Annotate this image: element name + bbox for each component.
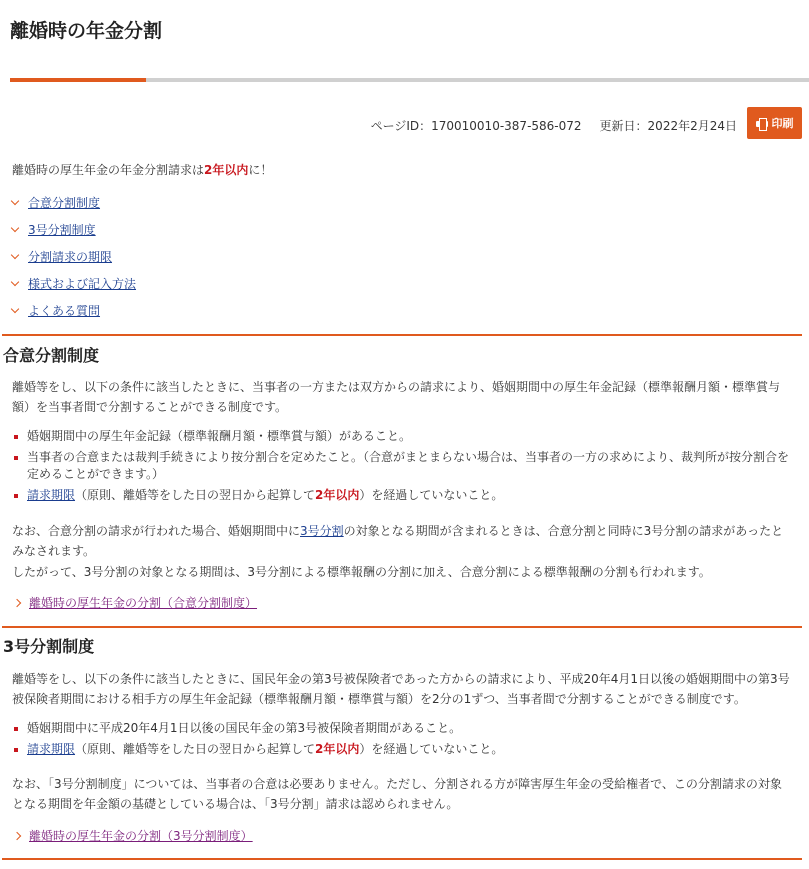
title-divider xyxy=(10,78,809,82)
section-divider xyxy=(2,858,802,860)
chevron-down-icon xyxy=(11,277,19,285)
list-item xyxy=(12,487,792,504)
chevron-right-icon xyxy=(13,598,21,606)
printer-icon xyxy=(756,118,768,129)
bullet-text: （原則、離婚等をした日の翌日から起算して xyxy=(75,742,316,756)
3gou-link[interactable]: 3号分割 xyxy=(300,524,344,538)
list-item: 当事者の合意または裁判手続きにより按分割合を定めたこと。（合意がまとまらない場合は、当事者の一方の求めにより、裁判所が按分割合を定めることができます。） xyxy=(12,449,792,483)
deadline-highlight: 2年以内 xyxy=(315,488,360,502)
toc-link-deadline[interactable]: 分割請求の期限 xyxy=(28,250,113,264)
chevron-down-icon xyxy=(11,196,19,204)
print-button[interactable] xyxy=(747,107,802,139)
title-divider-accent xyxy=(10,78,146,82)
bullet-text: ）を経過していないこと。 xyxy=(359,488,504,502)
page-id: ページID：170010010-387-586-072 xyxy=(370,119,582,133)
intro-highlight: 2年以内 xyxy=(204,163,249,177)
toc-item xyxy=(12,189,136,216)
section1-lead: 離婚等をし、以下の条件に該当したときに、当事者の一方または双方からの請求により、婚姻期間中の厚生年金記録（標準報酬月額・標準賞与額）を当事者間で分割することができる制度です。 xyxy=(12,380,781,414)
intro-before: 離婚時の厚生年金の年金分割請求は xyxy=(12,163,205,177)
bullet-text: （原則、離婚等をした日の翌日から起算して xyxy=(75,488,316,502)
chevron-down-icon xyxy=(11,304,19,312)
section2-conditions xyxy=(12,720,792,762)
list-item: 婚姻期間中の厚生年金記録（標準報酬月額・標準賞与額）があること。 xyxy=(12,428,792,445)
section1-conditions xyxy=(12,428,792,508)
chevron-down-icon xyxy=(11,223,19,231)
toc-item xyxy=(12,216,136,243)
table-of-contents xyxy=(12,189,136,324)
related-link-gouibunkatsu[interactable]: 離婚時の厚生年金の分割（合意分割制度） xyxy=(29,596,258,610)
section-divider xyxy=(2,626,802,628)
section1-note xyxy=(12,521,792,561)
section-heading-3gou: 3号分割制度 xyxy=(3,637,95,656)
intro-text xyxy=(12,161,272,178)
section-heading-gouibunkatsu: 合意分割制度 xyxy=(3,346,100,365)
toc-item xyxy=(12,270,136,297)
related-link-row xyxy=(14,594,257,611)
section2-lead: 離婚等をし、以下の条件に該当したときに、国民年金の第3号被保険者であった方からの請求により、平成20年4月1日以後の婚姻期間中の第3号被保険者期間における相手方の厚生年金記録（標準報酬月額・標準賞与額）を2分の1ずつ、当事者間で分割することができる制度です。 xyxy=(12,672,790,706)
list-item: 婚姻期間中に平成20年4月1日以後の国民年金の第3号被保険者期間があること。 xyxy=(12,720,792,737)
print-button-label: 印刷 xyxy=(771,117,794,130)
section-divider xyxy=(2,334,802,336)
deadline-highlight: 2年以内 xyxy=(315,742,360,756)
section2-note: なお、「3号分割制度」については、当事者の合意は必要ありません。ただし、分割される方が障害厚生年金の受給権者で、この分割請求の対象となる期間を年金額の基礎としている場合は、「3号分割」請求は認められません。 xyxy=(12,777,782,811)
toc-item xyxy=(12,243,136,270)
related-link-3gou[interactable]: 離婚時の厚生年金の分割（3号分割制度） xyxy=(29,829,253,843)
bullet-text: ）を経過していないこと。 xyxy=(359,742,504,756)
section1-note2: したがって、3号分割の対象となる期間は、3号分割による標準報酬の分割に加え、合意分割による標準報酬の分割も行われます。 xyxy=(12,565,711,579)
page-meta xyxy=(371,117,737,134)
chevron-right-icon xyxy=(13,831,21,839)
note-text: の対象となる期間が含まれるときは、合意分割と同時に3号分割の請求があったとみなされます。 xyxy=(12,524,784,558)
toc-link-forms[interactable]: 様式および記入方法 xyxy=(28,277,137,291)
updated-date: 更新日：2022年2月24日 xyxy=(599,119,737,133)
toc-link-3gou[interactable]: 3号分割制度 xyxy=(28,223,96,237)
page-title: 離婚時の年金分割 xyxy=(10,20,163,42)
intro-after: に！ xyxy=(248,163,273,177)
deadline-link[interactable]: 請求期限 xyxy=(27,742,76,756)
chevron-down-icon xyxy=(11,250,19,258)
related-link-row xyxy=(14,827,253,844)
toc-link-gouibunkatsu[interactable]: 合意分割制度 xyxy=(28,196,101,210)
list-item xyxy=(12,741,792,758)
note-text: なお、合意分割の請求が行われた場合、婚姻期間中に xyxy=(12,524,301,538)
toc-link-faq[interactable]: よくある質問 xyxy=(28,304,101,318)
deadline-link[interactable]: 請求期限 xyxy=(27,488,76,502)
toc-item xyxy=(12,297,136,324)
